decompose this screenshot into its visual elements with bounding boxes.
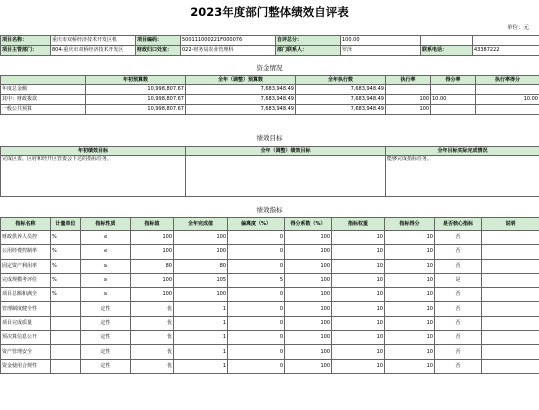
indicator-row [1, 259, 539, 273]
indicator-cell-done[interactable]: 80 [174, 259, 228, 273]
indicator-cell-core[interactable]: 否 [435, 345, 482, 359]
indicator-cell-dev[interactable]: 0 [228, 288, 285, 302]
indicator-cell-core[interactable]: 否 [435, 231, 482, 245]
owner-label: 项目主管部门： [1, 46, 51, 56]
indicator-cell-name: 财政供养人员控 [1, 231, 51, 245]
indicator-cell-weight[interactable]: 10 [332, 245, 385, 259]
indicator-cell-weight[interactable]: 10 [332, 273, 385, 287]
indicators-body [1, 231, 539, 374]
indicator-cell-core[interactable]: 否 [435, 245, 482, 259]
indicator-cell-weight[interactable]: 10 [332, 231, 385, 245]
indicator-cell-nature[interactable]: ≥ [81, 273, 131, 287]
score-label: 自评总分： [276, 36, 341, 46]
funds-header-score: 执行率得分 [476, 76, 539, 85]
indicator-cell-name: 预决算信息公开 [1, 331, 51, 345]
funds-row: 年度总金额 10,998,807.67 7,683,948.49 7,683,948.49 [1, 85, 539, 95]
indicator-cell-weight[interactable]: 10 [332, 345, 385, 359]
indicator-cell-dev[interactable]: 0 [228, 231, 285, 245]
unit-label: 单位：元 [506, 25, 529, 31]
indicator-cell-value[interactable]: 100 [131, 245, 174, 259]
indicator-cell-note[interactable] [482, 316, 539, 330]
indicator-cell-core[interactable]: 否 [435, 259, 482, 273]
indicator-cell-coef[interactable]: 100 [285, 302, 332, 316]
funds-header-executed: 全年执行数 [296, 76, 386, 85]
indicator-cell-score[interactable]: 10 [385, 359, 435, 373]
indicator-cell-done[interactable]: 1 [174, 359, 228, 373]
indicator-cell-coef[interactable]: 100 [285, 316, 332, 330]
indicator-cell-done[interactable]: 105 [174, 273, 228, 287]
goals-adjusted-text[interactable] [186, 156, 386, 197]
indicator-cell-unit[interactable] [51, 359, 81, 373]
indicator-cell-nature[interactable]: 定性 [81, 359, 131, 373]
indicator-row [1, 245, 539, 259]
indicator-cell-core[interactable]: 否 [435, 302, 482, 316]
ind-header-coef: 得分系数（%） [285, 218, 332, 231]
indicator-cell-nature[interactable]: 定性 [81, 345, 131, 359]
indicator-cell-coef[interactable]: 100 [285, 288, 332, 302]
indicator-cell-core[interactable]: 否 [435, 316, 482, 330]
indicator-cell-core[interactable]: 否 [435, 359, 482, 373]
indicator-cell-value[interactable]: 优 [131, 316, 174, 330]
ind-header-dev: 偏离度（%） [228, 218, 285, 231]
indicator-cell-name: 管理制度健全性 [1, 302, 51, 316]
ind-header-value: 指标值 [131, 218, 174, 231]
indicator-cell-dev[interactable]: 0 [228, 331, 285, 345]
score-value[interactable]: 100.00 [341, 36, 421, 46]
indicator-cell-score[interactable]: 10 [385, 331, 435, 345]
indicator-cell-value[interactable]: 优 [131, 345, 174, 359]
indicator-cell-value[interactable]: 优 [131, 359, 174, 373]
indicator-cell-unit[interactable]: % [51, 231, 81, 245]
indicator-cell-coef[interactable]: 100 [285, 273, 332, 287]
funds-section-title: 资金情况 [256, 64, 283, 72]
indicator-cell-value[interactable]: 100 [131, 231, 174, 245]
ind-header-unit: 计量单位 [51, 218, 81, 231]
funds-header-adjusted: 全年（调整）预算数 [186, 76, 296, 85]
indicator-cell-core[interactable]: 否 [435, 331, 482, 345]
indicator-cell-note[interactable] [482, 245, 539, 259]
indicator-cell-note[interactable] [482, 288, 539, 302]
indicator-row [1, 359, 539, 373]
ind-header-note: 说明 [482, 218, 539, 231]
indicator-cell-score[interactable]: 10 [385, 273, 435, 287]
indicator-cell-nature[interactable]: ≤ [81, 231, 131, 245]
funds-header-score-rate: 得分率 [431, 76, 476, 85]
dept-name-value[interactable]: 重庆市双桥经济技术开发区机 [51, 36, 136, 46]
phone-label: 联系电话： [421, 46, 473, 56]
code-label: 项目编码： [136, 36, 181, 46]
goals-section-title: 绩效目标 [256, 134, 283, 142]
funds-row: 其中：财政拨款 10,998,807.67 7,683,948.49 7,683,948.49 100 10.00 10.00 [1, 95, 539, 105]
indicator-cell-core[interactable]: 否 [435, 288, 482, 302]
indicator-cell-dev[interactable]: 5 [228, 273, 285, 287]
indicators-table [0, 217, 539, 374]
indicator-cell-score[interactable]: 10 [385, 245, 435, 259]
indicator-row [1, 231, 539, 245]
phone-value[interactable]: 43387222 [473, 46, 539, 56]
indicator-cell-unit[interactable] [51, 316, 81, 330]
indicator-cell-name: 项目完成质量 [1, 316, 51, 330]
dept-name-label: 项目名称： [1, 36, 51, 46]
ind-header-weight: 指标权重 [332, 218, 385, 231]
goals-table [0, 146, 539, 197]
goals-actual-text[interactable]: 能够完成指标任务。 [386, 156, 539, 197]
goals-initial-text[interactable]: 完成区委、区府和经开区管委会下达的指标任务。 [1, 156, 186, 197]
indicator-row [1, 331, 539, 345]
indicator-cell-dev[interactable]: 0 [228, 259, 285, 273]
indicators-section-title: 绩效指标 [256, 206, 283, 214]
indicator-cell-value[interactable]: 100 [131, 288, 174, 302]
indicator-cell-nature[interactable]: ≥ [81, 288, 131, 302]
indicator-cell-note[interactable] [482, 302, 539, 316]
indicator-cell-nature[interactable]: ≤ [81, 245, 131, 259]
funds-table [0, 75, 539, 115]
ind-header-score: 指标得分 [385, 218, 435, 231]
contact-value[interactable]: 罗泽 [341, 46, 421, 56]
funds-header-rate: 执行率 [386, 76, 431, 85]
indicator-cell-done[interactable]: 1 [174, 316, 228, 330]
indicator-cell-weight[interactable]: 10 [332, 288, 385, 302]
indicator-cell-value[interactable]: 优 [131, 331, 174, 345]
ind-header-core: 是否核心指标 [435, 218, 482, 231]
info-table [0, 35, 539, 56]
indicator-cell-name: 项目总额和满全 [1, 288, 51, 302]
indicator-row [1, 345, 539, 359]
ind-header-nature: 指标性质 [81, 218, 131, 231]
indicator-cell-unit[interactable]: % [51, 273, 81, 287]
indicator-row [1, 316, 539, 330]
indicator-cell-name: 资产管理安全 [1, 345, 51, 359]
indicator-cell-unit[interactable] [51, 331, 81, 345]
indicator-cell-coef[interactable]: 100 [285, 231, 332, 245]
indicator-cell-done[interactable]: 1 [174, 331, 228, 345]
indicator-cell-name: 完成规模考评任 [1, 273, 51, 287]
indicator-cell-weight[interactable]: 10 [332, 302, 385, 316]
indicator-cell-score[interactable]: 10 [385, 316, 435, 330]
indicator-cell-nature[interactable]: ≥ [81, 259, 131, 273]
indicator-cell-coef[interactable]: 100 [285, 359, 332, 373]
indicator-cell-nature[interactable]: 定性 [81, 316, 131, 330]
indicator-cell-score[interactable]: 10 [385, 288, 435, 302]
indicator-cell-score[interactable]: 10 [385, 259, 435, 273]
indicator-cell-score[interactable]: 10 [385, 345, 435, 359]
indicator-cell-unit[interactable] [51, 302, 81, 316]
indicator-cell-dev[interactable]: 0 [228, 359, 285, 373]
funds-row: 一般公共预算 10,998,807.67 7,683,948.49 7,683,948.49 100 [1, 105, 539, 115]
owner-value[interactable]: 804-重庆市双桥经济技术开发区 [51, 46, 136, 56]
indicator-cell-dev[interactable]: 0 [228, 245, 285, 259]
indicator-cell-note[interactable] [482, 359, 539, 373]
indicator-row [1, 288, 539, 302]
indicator-cell-note[interactable] [482, 345, 539, 359]
indicator-cell-note[interactable] [482, 259, 539, 273]
indicator-cell-unit[interactable] [51, 345, 81, 359]
code-value[interactable]: 500111000221F000076 [181, 36, 276, 46]
indicator-cell-value[interactable]: 100 [131, 273, 174, 287]
indicator-cell-score[interactable]: 10 [385, 302, 435, 316]
indicator-cell-done[interactable]: 1 [174, 302, 228, 316]
ind-header-name: 指标名称 [1, 218, 51, 231]
indicator-cell-name: 固定资产利用率 [1, 259, 51, 273]
indicator-cell-name: 公用经费控制率 [1, 245, 51, 259]
indicator-cell-done[interactable]: 100 [174, 231, 228, 245]
indicator-cell-weight[interactable]: 10 [332, 359, 385, 373]
indicator-cell-coef[interactable]: 100 [285, 245, 332, 259]
contact-label: 部门联系人： [276, 46, 341, 56]
indicator-cell-nature[interactable]: 定性 [81, 331, 131, 345]
indicator-cell-coef[interactable]: 100 [285, 259, 332, 273]
goals-header-actual: 全年目标实际完成情况 [386, 147, 539, 156]
indicator-cell-unit[interactable]: % [51, 245, 81, 259]
finance-value[interactable]: 022-财务局农业管理科 [181, 46, 276, 56]
indicator-cell-coef[interactable]: 100 [285, 345, 332, 359]
indicator-cell-dev[interactable]: 0 [228, 302, 285, 316]
indicator-cell-core[interactable]: 是 [435, 273, 482, 287]
indicator-row [1, 302, 539, 316]
indicator-cell-done[interactable]: 100 [174, 245, 228, 259]
indicator-cell-done[interactable]: 100 [174, 288, 228, 302]
indicator-cell-weight[interactable]: 10 [332, 316, 385, 330]
indicator-cell-name: 资金使用合规性 [1, 359, 51, 373]
indicator-cell-weight[interactable]: 10 [332, 331, 385, 345]
indicator-cell-done[interactable]: 1 [174, 345, 228, 359]
indicator-cell-note[interactable] [482, 273, 539, 287]
indicator-cell-value[interactable]: 80 [131, 259, 174, 273]
page-title: 2023年度部门整体绩效自评表 [190, 5, 349, 19]
ind-header-done: 全年完成值 [174, 218, 228, 231]
indicator-cell-score[interactable]: 10 [385, 231, 435, 245]
indicator-cell-weight[interactable]: 10 [332, 259, 385, 273]
funds-header-budget: 年初预算数 [86, 76, 186, 85]
indicator-cell-unit[interactable]: % [51, 288, 81, 302]
indicator-cell-note[interactable] [482, 331, 539, 345]
indicator-cell-note[interactable] [482, 231, 539, 245]
finance-label: 财政归口处室： [136, 46, 181, 56]
indicator-row [1, 273, 539, 287]
indicator-cell-value[interactable]: 优 [131, 302, 174, 316]
indicator-cell-dev[interactable]: 0 [228, 316, 285, 330]
indicator-cell-dev[interactable]: 0 [228, 345, 285, 359]
indicator-cell-nature[interactable]: 定性 [81, 302, 131, 316]
indicator-cell-unit[interactable]: % [51, 259, 81, 273]
indicator-cell-coef[interactable]: 100 [285, 331, 332, 345]
goals-header-adjusted: 全年（调整）绩效目标 [186, 147, 386, 156]
goals-header-initial: 年初绩效目标 [1, 147, 186, 156]
